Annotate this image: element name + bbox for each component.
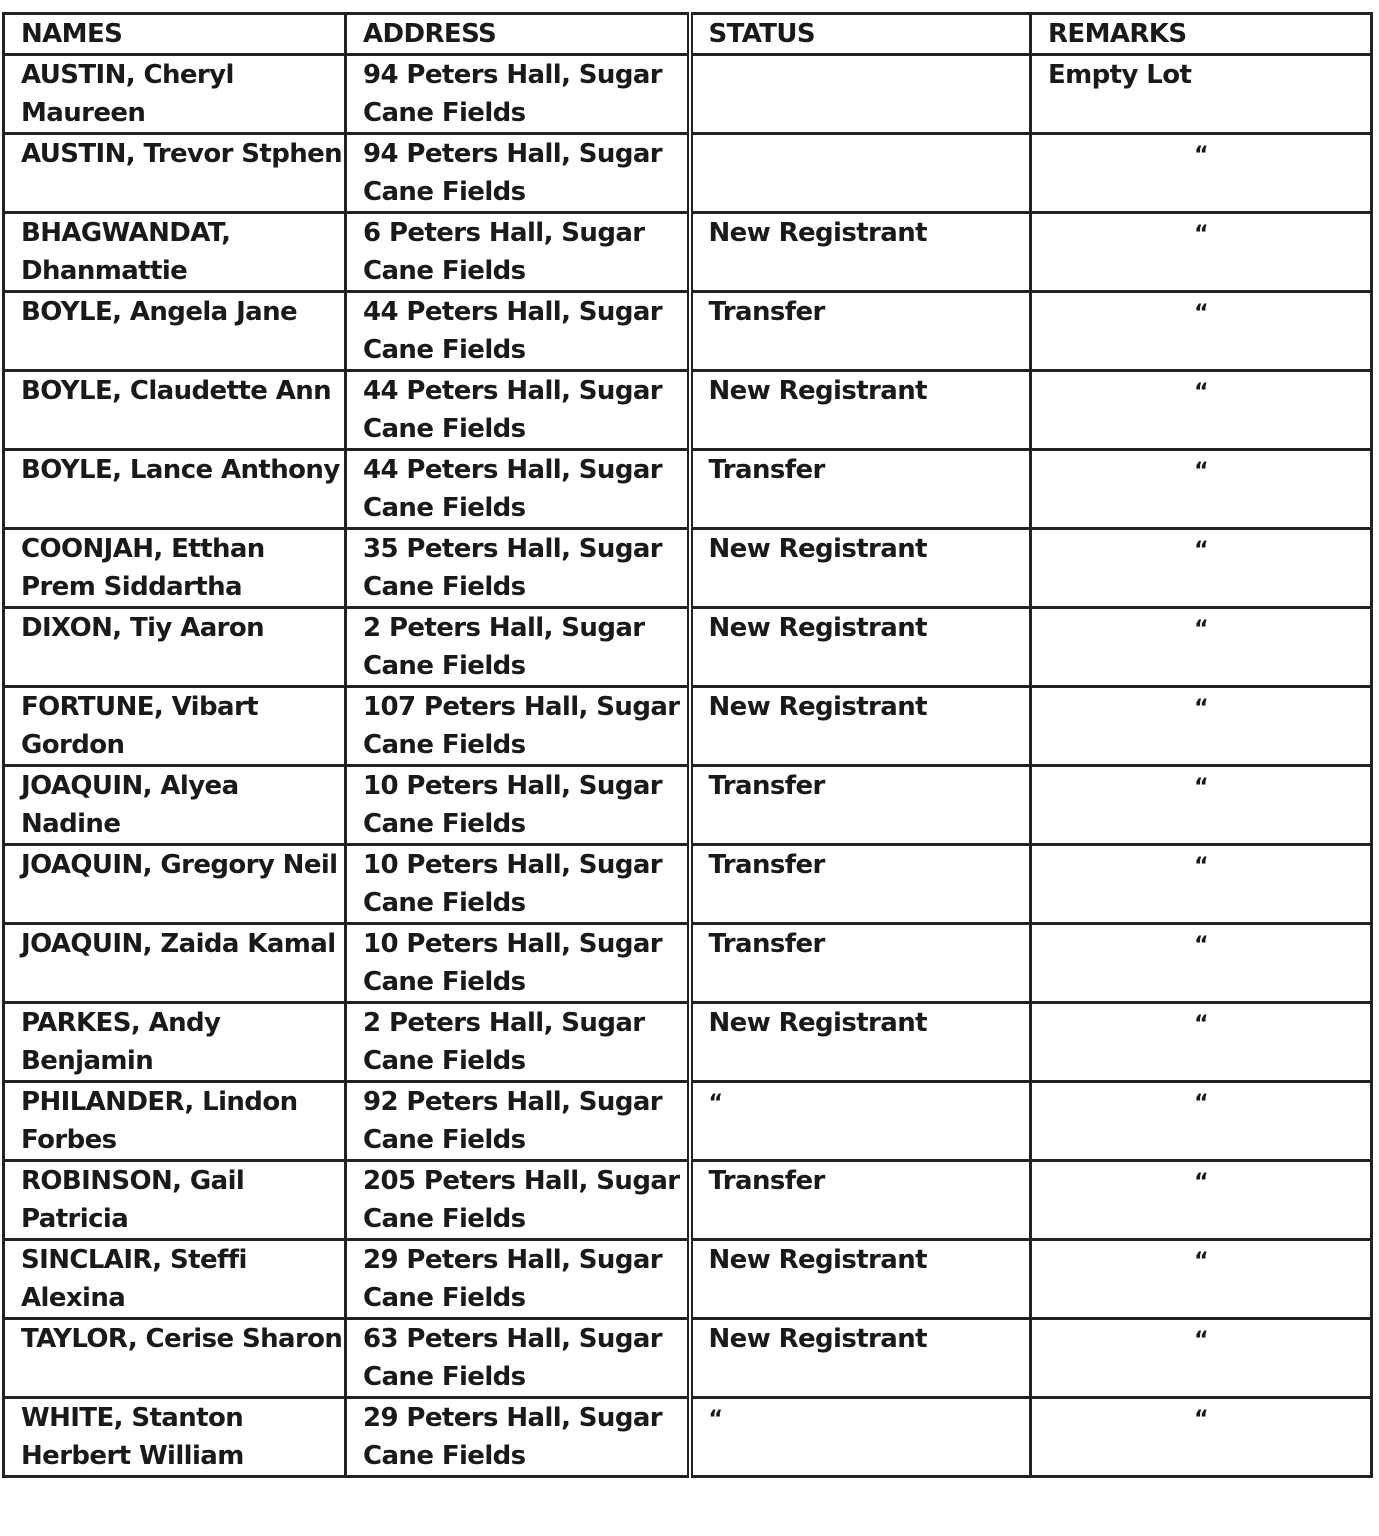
ditto-mark: “ (708, 1407, 723, 1432)
name-cell: PARKES, Andy Benjamin (4, 1003, 346, 1082)
name-cell: ROBINSON, Gail Patricia (4, 1161, 346, 1240)
ditto-mark: “ (1194, 617, 1208, 642)
name-cell: JOAQUIN, Zaida Kamal (4, 924, 346, 1003)
remarks-cell (1031, 687, 1372, 766)
name-cell: DIXON, Tiy Aaron (4, 608, 346, 687)
name-cell: BHAGWANDAT, Dhanmattie (4, 213, 346, 292)
ditto-mark: “ (1194, 775, 1208, 800)
table-body (4, 55, 1372, 1477)
name-cell: JOAQUIN, Gregory Neil (4, 845, 346, 924)
status-cell: New Registrant (690, 1319, 1031, 1398)
table-row (4, 134, 1372, 213)
address-cell: 44 Peters Hall, Sugar Cane Fields (346, 450, 690, 529)
status-cell (690, 55, 1031, 134)
name-cell: FORTUNE, Vibart Gordon (4, 687, 346, 766)
name-cell: AUSTIN, Cheryl Maureen (4, 55, 346, 134)
remarks-cell (1031, 450, 1372, 529)
ditto-mark: “ (708, 1091, 723, 1116)
ditto-mark: “ (1194, 1328, 1208, 1353)
table-row (4, 608, 1372, 687)
status-cell: New Registrant (690, 529, 1031, 608)
status-cell (690, 1398, 1031, 1477)
remarks-cell (1031, 1398, 1372, 1477)
address-cell: 94 Peters Hall, Sugar Cane Fields (346, 134, 690, 213)
address-cell: 10 Peters Hall, Sugar Cane Fields (346, 845, 690, 924)
table-header (4, 14, 1372, 55)
registrant-table (2, 12, 1373, 1478)
address-column-header: ADDRESS (346, 14, 690, 55)
table-row (4, 450, 1372, 529)
ditto-mark: “ (1194, 143, 1208, 168)
status-cell: New Registrant (690, 608, 1031, 687)
status-cell (690, 1082, 1031, 1161)
ditto-mark: “ (1194, 1170, 1208, 1195)
address-cell: 63 Peters Hall, Sugar Cane Fields (346, 1319, 690, 1398)
name-cell: AUSTIN, Trevor Stphen (4, 134, 346, 213)
ditto-mark: “ (1194, 933, 1208, 958)
status-cell: Transfer (690, 924, 1031, 1003)
remarks-column-header: REMARKS (1031, 14, 1372, 55)
ditto-mark: “ (1194, 538, 1208, 563)
table-row (4, 1240, 1372, 1319)
name-cell: BOYLE, Angela Jane (4, 292, 346, 371)
ditto-mark: “ (1194, 459, 1208, 484)
name-cell: SINCLAIR, Steffi Alexina (4, 1240, 346, 1319)
table-row (4, 55, 1372, 134)
status-cell: New Registrant (690, 213, 1031, 292)
address-cell: 10 Peters Hall, Sugar Cane Fields (346, 766, 690, 845)
remarks-cell (1031, 608, 1372, 687)
ditto-mark: “ (1194, 301, 1208, 326)
remarks-cell (1031, 1240, 1372, 1319)
table-row (4, 1161, 1372, 1240)
table-row (4, 924, 1372, 1003)
address-cell: 205 Peters Hall, Sugar Cane Fields (346, 1161, 690, 1240)
table-row (4, 1003, 1372, 1082)
address-cell: 107 Peters Hall, Sugar Cane Fields (346, 687, 690, 766)
address-cell: 35 Peters Hall, Sugar Cane Fields (346, 529, 690, 608)
table-row (4, 529, 1372, 608)
remarks-cell (1031, 1082, 1372, 1161)
remarks-cell: Empty Lot (1031, 55, 1372, 134)
status-cell: New Registrant (690, 1240, 1031, 1319)
address-cell: 6 Peters Hall, Sugar Cane Fields (346, 213, 690, 292)
table-row (4, 371, 1372, 450)
address-cell: 29 Peters Hall, Sugar Cane Fields (346, 1240, 690, 1319)
remarks-cell (1031, 213, 1372, 292)
status-column-header: STATUS (690, 14, 1031, 55)
table-row (4, 213, 1372, 292)
ditto-mark: “ (1194, 1249, 1208, 1274)
status-cell: Transfer (690, 1161, 1031, 1240)
address-cell: 92 Peters Hall, Sugar Cane Fields (346, 1082, 690, 1161)
ditto-mark: “ (1194, 380, 1208, 405)
table-row (4, 1082, 1372, 1161)
table-row (4, 1319, 1372, 1398)
ditto-mark: “ (1194, 696, 1208, 721)
status-cell: Transfer (690, 766, 1031, 845)
names-column-header: NAMES (4, 14, 346, 55)
ditto-mark: “ (1194, 222, 1208, 247)
name-cell: TAYLOR, Cerise Sharon (4, 1319, 346, 1398)
header-row (4, 14, 1372, 55)
address-cell: 29 Peters Hall, Sugar Cane Fields (346, 1398, 690, 1477)
name-cell: JOAQUIN, Alyea Nadine (4, 766, 346, 845)
ditto-mark: “ (1194, 1407, 1208, 1432)
remarks-cell (1031, 1003, 1372, 1082)
remarks-cell (1031, 845, 1372, 924)
table-row (4, 1398, 1372, 1477)
name-cell: WHITE, Stanton Herbert William (4, 1398, 346, 1477)
address-cell: 44 Peters Hall, Sugar Cane Fields (346, 371, 690, 450)
remarks-cell (1031, 766, 1372, 845)
address-cell: 10 Peters Hall, Sugar Cane Fields (346, 924, 690, 1003)
address-cell: 2 Peters Hall, Sugar Cane Fields (346, 1003, 690, 1082)
name-cell: BOYLE, Claudette Ann (4, 371, 346, 450)
status-cell (690, 134, 1031, 213)
remarks-cell (1031, 292, 1372, 371)
table-row (4, 845, 1372, 924)
ditto-mark: “ (1194, 1012, 1208, 1037)
ditto-mark: “ (1194, 1091, 1208, 1116)
address-cell: 94 Peters Hall, Sugar Cane Fields (346, 55, 690, 134)
ditto-mark: “ (1194, 854, 1208, 879)
remarks-cell (1031, 924, 1372, 1003)
remarks-cell (1031, 371, 1372, 450)
status-cell: Transfer (690, 450, 1031, 529)
name-cell: PHILANDER, Lindon Forbes (4, 1082, 346, 1161)
remarks-cell (1031, 1319, 1372, 1398)
status-cell: New Registrant (690, 687, 1031, 766)
table-row (4, 766, 1372, 845)
status-cell: New Registrant (690, 1003, 1031, 1082)
name-cell: BOYLE, Lance Anthony (4, 450, 346, 529)
remarks-cell (1031, 529, 1372, 608)
table-row (4, 687, 1372, 766)
remarks-cell (1031, 1161, 1372, 1240)
address-cell: 44 Peters Hall, Sugar Cane Fields (346, 292, 690, 371)
address-cell: 2 Peters Hall, Sugar Cane Fields (346, 608, 690, 687)
status-cell: New Registrant (690, 371, 1031, 450)
status-cell: Transfer (690, 292, 1031, 371)
name-cell: COONJAH, Etthan Prem Siddartha (4, 529, 346, 608)
remarks-cell (1031, 134, 1372, 213)
table-row (4, 292, 1372, 371)
status-cell: Transfer (690, 845, 1031, 924)
